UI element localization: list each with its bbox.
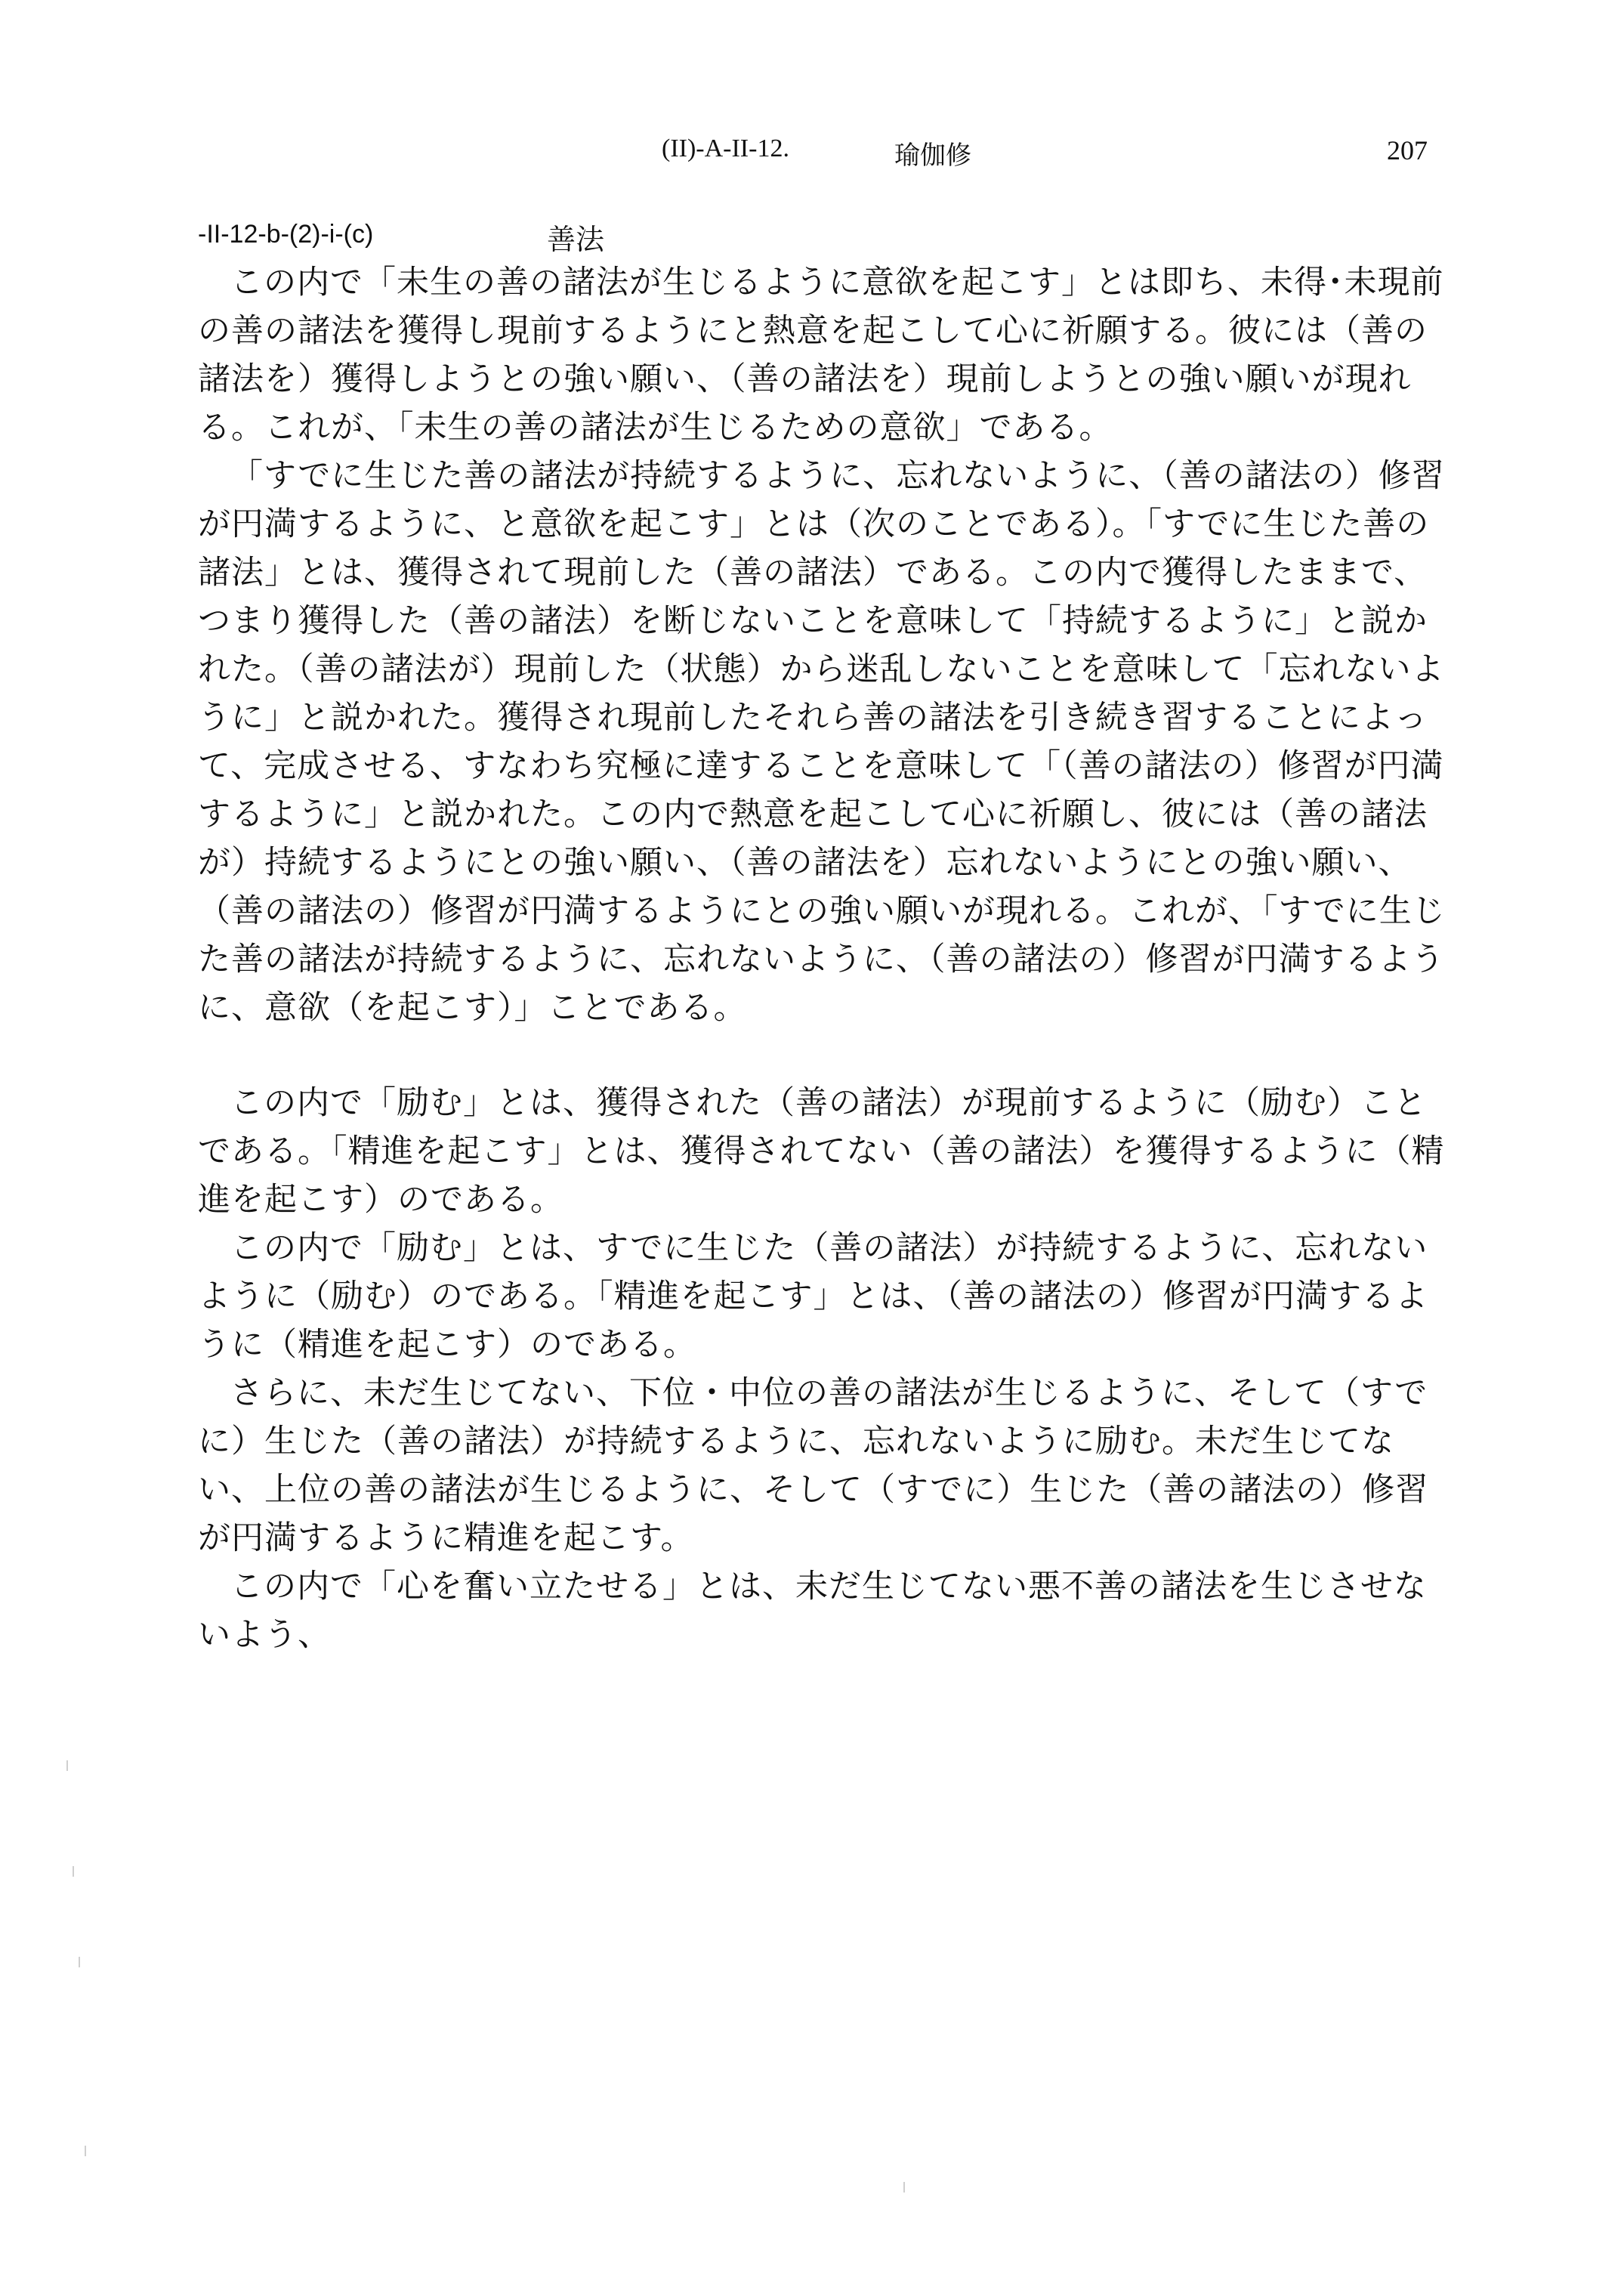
header-chapter-title: 瑜伽修 <box>894 142 971 170</box>
paragraph: この内で「励む」とは、獲得された（善の諸法）が現前するように（励む）ことである。「精進を起こす」とは、獲得されてない（善の諸法）を獲得するように（精進を起こす）のである。 <box>198 1084 1445 1219</box>
scan-mark <box>903 2182 905 2192</box>
scan-mark <box>79 1957 80 1967</box>
paragraph-gap <box>198 1032 1452 1079</box>
scan-mark <box>73 1866 74 1877</box>
section-heading <box>198 216 605 256</box>
page-number: 207 <box>1387 135 1428 165</box>
body-text <box>198 258 1452 1659</box>
paragraph: 「すでに生じた善の諸法が持続するように、忘れないように、（善の諸法の）修習が円満するように、と意欲を起こす」とは（次のことである）。「すでに生じた善の諸法」とは、獲得されて現前した（善の諸法）である。この内で獲得したままで、つまり獲得した（善の諸法）を断じないことを意味して「持続するように」と説かれた。（善の諸法が）現前した（状態）から迷乱しないことを意味して「忘れないように」と説かれた。獲得され現前したそれら善の諸法を引き続き習することによって、完成させる、すなわち究極に達することを意味して「（善の諸法の）修習が円満するように」と説かれた。この内で熱意を起こして心に祈願し、彼には（善の諸法が）持続するようにとの強い願い、（善の諸法を）忘れないようにとの強い願い、（善の諸法の）修習が円満するようにとの強い願いが現れる。これが、「すでに生じた善の諸法が持続するように、忘れないように、（善の諸法の）修習が円満するように、意欲（を起こす）」ことである。 <box>198 457 1446 1027</box>
scan-mark <box>66 1760 68 1771</box>
header-section-number: (II)-A-II-12. <box>662 134 789 162</box>
paragraph: この内で「心を奮い立たせる」とは、未だ生じてない悪不善の諸法を生じさせないよう、 <box>198 1568 1427 1654</box>
section-id: -II-12-b-(2)-i-(c) <box>198 220 374 249</box>
paragraph: この内で「未生の善の諸法が生じるように意欲を起こす」とは即ち、未得･未現前の善の諸法を獲得し現前するようにと熱意を起こして心に祈願する。彼には（善の諸法を）獲得しようとの強い願い、（善の諸法を）現前しようとの強い願いが現れる。これが、「未生の善の諸法が生じるための意欲」である。 <box>198 264 1444 447</box>
running-header <box>0 134 1624 172</box>
paragraph: この内で「励む」とは、すでに生じた（善の諸法）が持続するように、忘れないように（励む）のである。「精進を起こす」とは、（善の諸法の）修習が円満するように（精進を起こす）のである。 <box>198 1229 1428 1364</box>
section-title: 善法 <box>547 223 605 256</box>
paragraph: さらに、未だ生じてない、下位・中位の善の諸法が生じるように、そして（すでに）生じた（善の諸法）が持続するように、忘れないように励む。未だ生じてない、上位の善の諸法が生じるように、そして（すでに）生じた（善の諸法の）修習が円満するように精進を起こす。 <box>198 1374 1429 1557</box>
scan-mark <box>85 2146 86 2156</box>
